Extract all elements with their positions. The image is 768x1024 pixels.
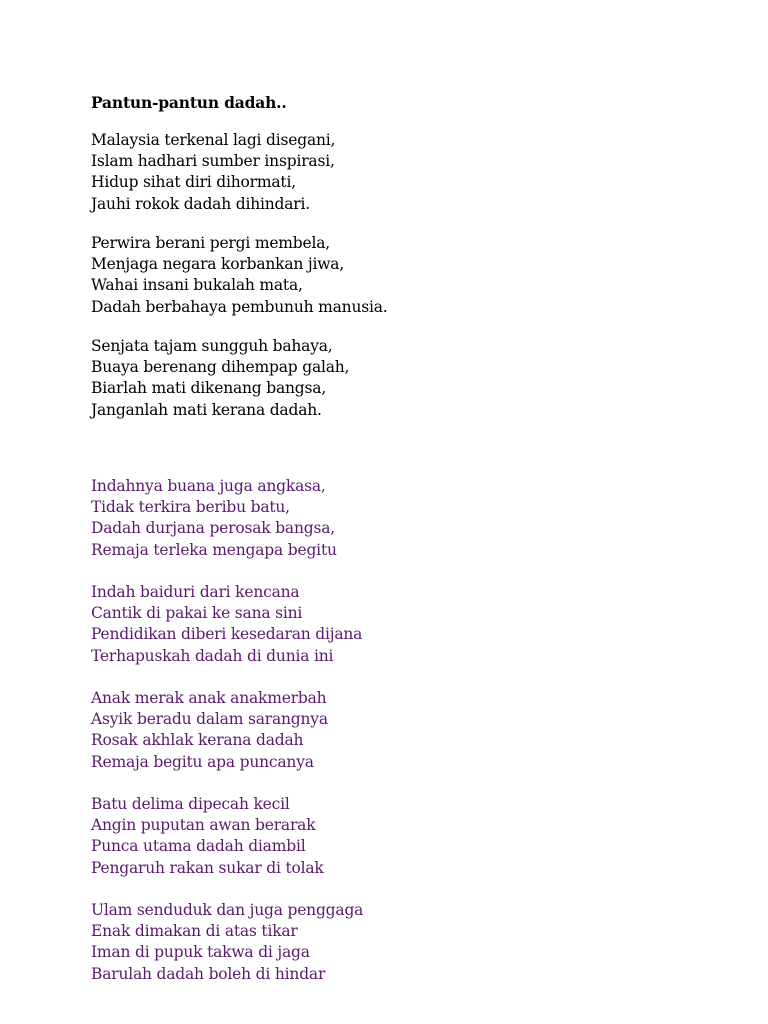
pantun-line: Anak merak anak anakmerbah bbox=[91, 689, 327, 707]
pantun-stanza bbox=[91, 582, 362, 667]
pantun-line: Tidak terkira beribu batu, bbox=[91, 498, 290, 517]
pantun-line: Islam hadhari sumber inspirasi, bbox=[91, 152, 335, 171]
pantun-line: Batu delima dipecah kecil bbox=[91, 795, 290, 813]
pantun-line: Angin puputan awan berarak bbox=[91, 816, 316, 835]
pantun-line: Rosak akhlak kerana dadah bbox=[91, 731, 304, 750]
pantun-line: Ulam senduduk dan juga penggaga bbox=[91, 901, 364, 919]
pantun-line: Punca utama dadah diambil bbox=[91, 837, 306, 856]
pantun-line: Pengaruh rakan sukar di tolak bbox=[91, 858, 324, 877]
pantun-line: Senjata tajam sungguh bahaya, bbox=[91, 337, 333, 355]
pantun-line: Buaya berenang dihempap galah, bbox=[91, 358, 350, 377]
pantun-line: Indah baiduri dari kencana bbox=[91, 583, 300, 601]
pantun-line: Pendidikan diberi kesedaran dijana bbox=[91, 625, 363, 644]
pantun-line: Jauhi rokok dadah dihindari. bbox=[91, 194, 310, 213]
pantun-stanza bbox=[91, 233, 388, 318]
pantun-line: Dadah berbahaya pembunuh manusia. bbox=[91, 297, 388, 316]
pantun-line: Enak dimakan di atas tikar bbox=[91, 922, 298, 941]
pantun-line: Remaja terleka mengapa begitu bbox=[91, 540, 337, 559]
pantun-stanza bbox=[91, 688, 328, 773]
pantun-line: Cantik di pakai ke sana sini bbox=[91, 604, 303, 623]
pantun-stanza bbox=[91, 336, 349, 421]
pantun-line: Perwira berani pergi membela, bbox=[91, 234, 331, 252]
pantun-stanza bbox=[91, 794, 324, 879]
pantun-line: Hidup sihat diri dihormati, bbox=[91, 173, 296, 192]
pantun-line: Asyik beradu dalam sarangnya bbox=[91, 710, 328, 729]
pantun-line: Menjaga negara korbankan jiwa, bbox=[91, 255, 345, 274]
pantun-line: Remaja begitu apa puncanya bbox=[91, 752, 314, 771]
pantun-line: Indahnya buana juga angkasa, bbox=[91, 477, 326, 495]
pantun-line: Malaysia terkenal lagi disegani, bbox=[91, 131, 336, 149]
document-title: Pantun-pantun dadah.. bbox=[91, 93, 287, 112]
pantun-line: Terhapuskah dadah di dunia ini bbox=[91, 646, 334, 665]
pantun-line: Janganlah mati kerana dadah. bbox=[91, 400, 322, 419]
pantun-stanza bbox=[91, 900, 363, 985]
pantun-line: Biarlah mati dikenang bangsa, bbox=[91, 379, 327, 398]
pantun-line: Wahai insani bukalah mata, bbox=[91, 276, 303, 295]
pantun-stanza bbox=[91, 476, 337, 561]
pantun-stanza bbox=[91, 130, 335, 215]
pantun-line: Iman di pupuk takwa di jaga bbox=[91, 943, 310, 962]
pantun-line: Barulah dadah boleh di hindar bbox=[91, 964, 326, 983]
pantun-line: Dadah durjana perosak bangsa, bbox=[91, 519, 335, 538]
